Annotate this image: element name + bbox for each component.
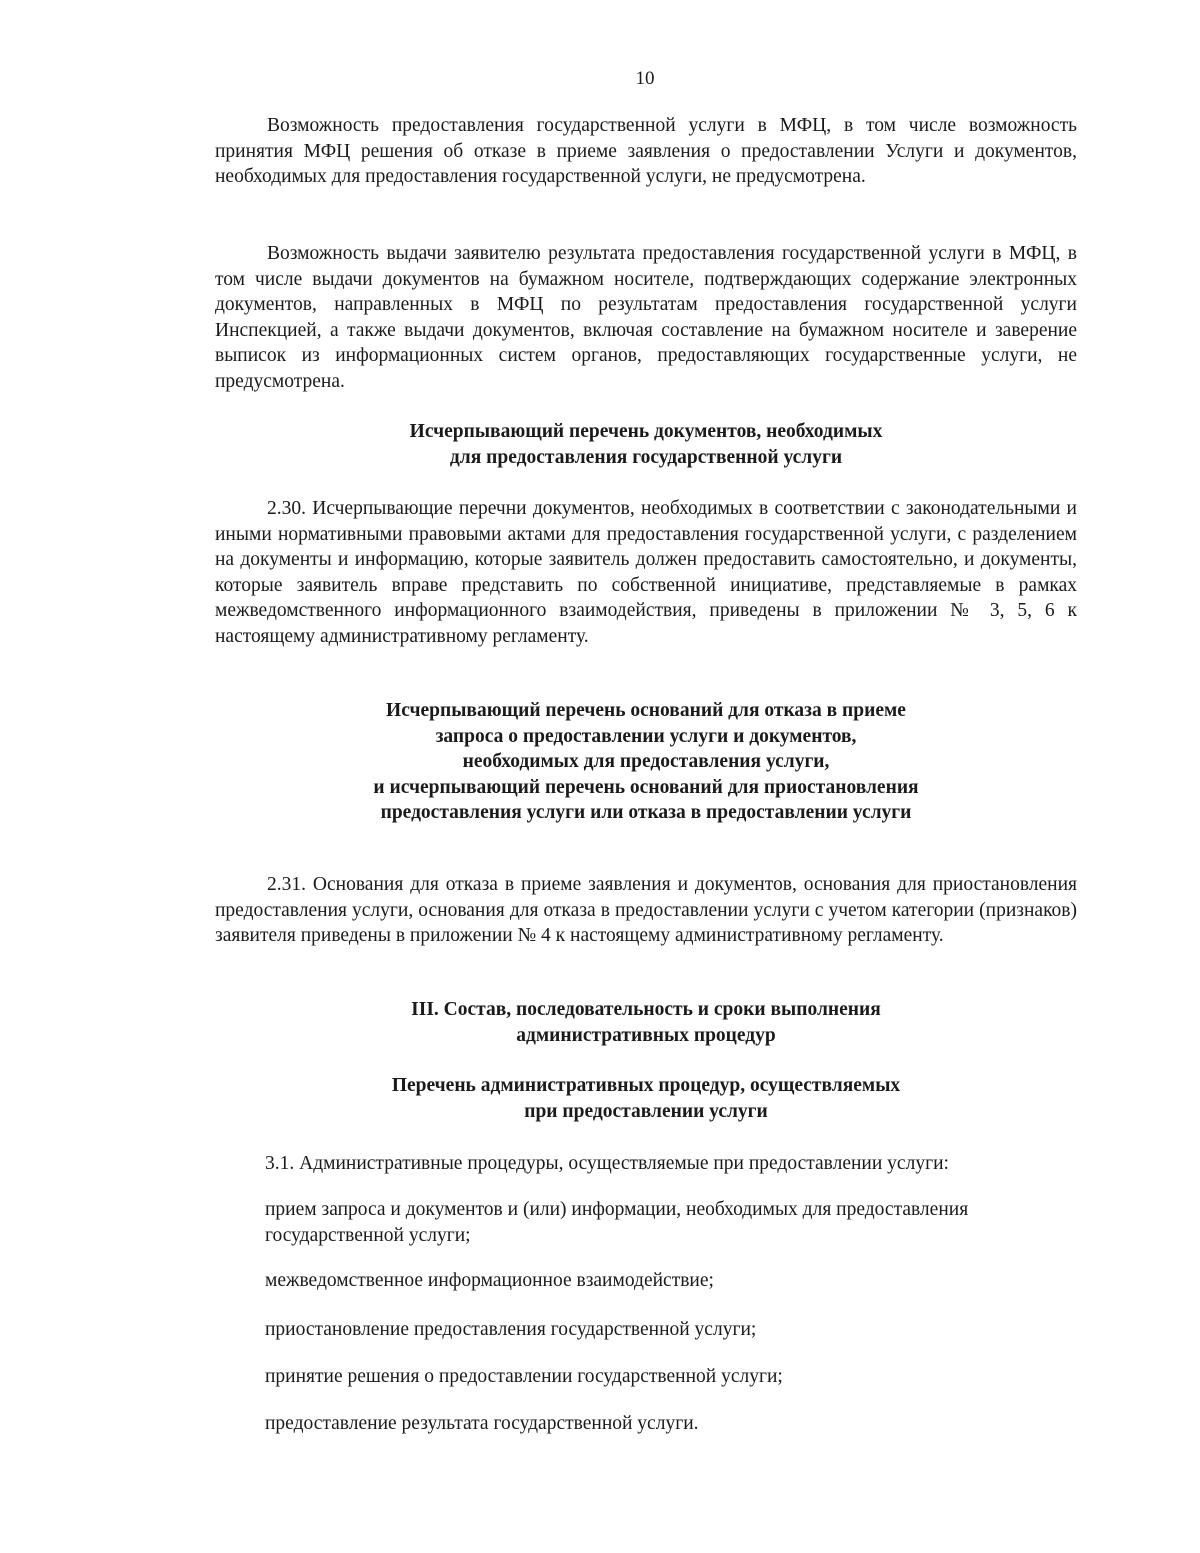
heading-line: необходимых для предоставления услуги, [462,751,830,773]
list-item: предоставление результата государственной услуги. [265,1413,699,1434]
list-item: прием запроса и документов и (или) информации, необходимых для предоставления государственной услуги; [265,1199,969,1246]
heading-line: для предоставления государственной услуги [449,446,843,468]
paragraph-2-30: 2.30. Исчерпывающие перечни документов, необходимых в соответствии с законодательными и иными нормативными правовыми актами для предоставления государственной услуги, с разделением на документы и информацию, которые заявитель должен предоставить самостоятельно, и документы, которые заявитель вправе представить по собственной инициативе, представляемые в рамках межведомственного информационного взаимодействия, приведены в приложении № 3, 5, 6 к настоящему административному регламенту. [215,498,1077,647]
heading-line: запроса о предоставлении услуги и документов, [435,725,857,747]
paragraph-2-31: 2.31. Основания для отказа в приеме заявления и документов, основания для приостановления предоставления услуги, основания для отказа в предоставлении услуги с учетом категории (признаков) заявителя приведены в приложении № 4 к настоящему административному регламенту. [215,874,1077,947]
heading-documents-list [215,419,1077,470]
heading-line: Исчерпывающий перечень документов, необходимых [409,421,883,442]
heading-refusal-grounds [215,698,1077,826]
heading-line: и исчерпывающий перечень оснований для приостановления [373,776,919,798]
heading-line: при предоставлении услуги [524,1100,768,1122]
list-item: приостановление предоставления государственной услуги; [265,1319,757,1340]
paragraph-mfc-result: Возможность выдачи заявителю результата предоставления государственной услуги в МФЦ, в том числе выдачи документов на бумажном носителе, подтверждающих содержание электронных документов, направленных в МФЦ по результатам предоставления государственной услуги Инспекцией, а также выдачи документов, включая составление на бумажном носителе и заверение выписок из информационных систем органов, предоставляющих государственные услуги, не предусмотрена. [215,243,1077,392]
heading-line: предоставления услуги или отказа в предоставлении услуги [380,802,912,824]
list-item: межведомственное информационное взаимодействие; [265,1270,714,1291]
list-item: принятие решения о предоставлении государственной услуги; [265,1366,783,1387]
heading-line: III. Состав, последовательность и сроки выполнения [411,999,881,1020]
page-number: 10 [635,68,655,89]
heading-line: Перечень административных процедур, осуществляемых [391,1075,901,1096]
heading-section-3 [215,997,1077,1048]
paragraph-3-1: 3.1. Административные процедуры, осуществляемые при предоставлении услуги: [265,1153,949,1174]
heading-procedures-list [215,1073,1077,1124]
heading-line: административных процедур [516,1024,776,1046]
heading-line: Исчерпывающий перечень оснований для отказа в приеме [386,700,906,721]
paragraph-mfc-service: Возможность предоставления государственной услуги в МФЦ, в том числе возможность принятия МФЦ решения об отказе в приеме заявления о предоставлении Услуги и документов, необходимых для предоставления государственной услуги, не предусмотрена. [215,115,1077,188]
